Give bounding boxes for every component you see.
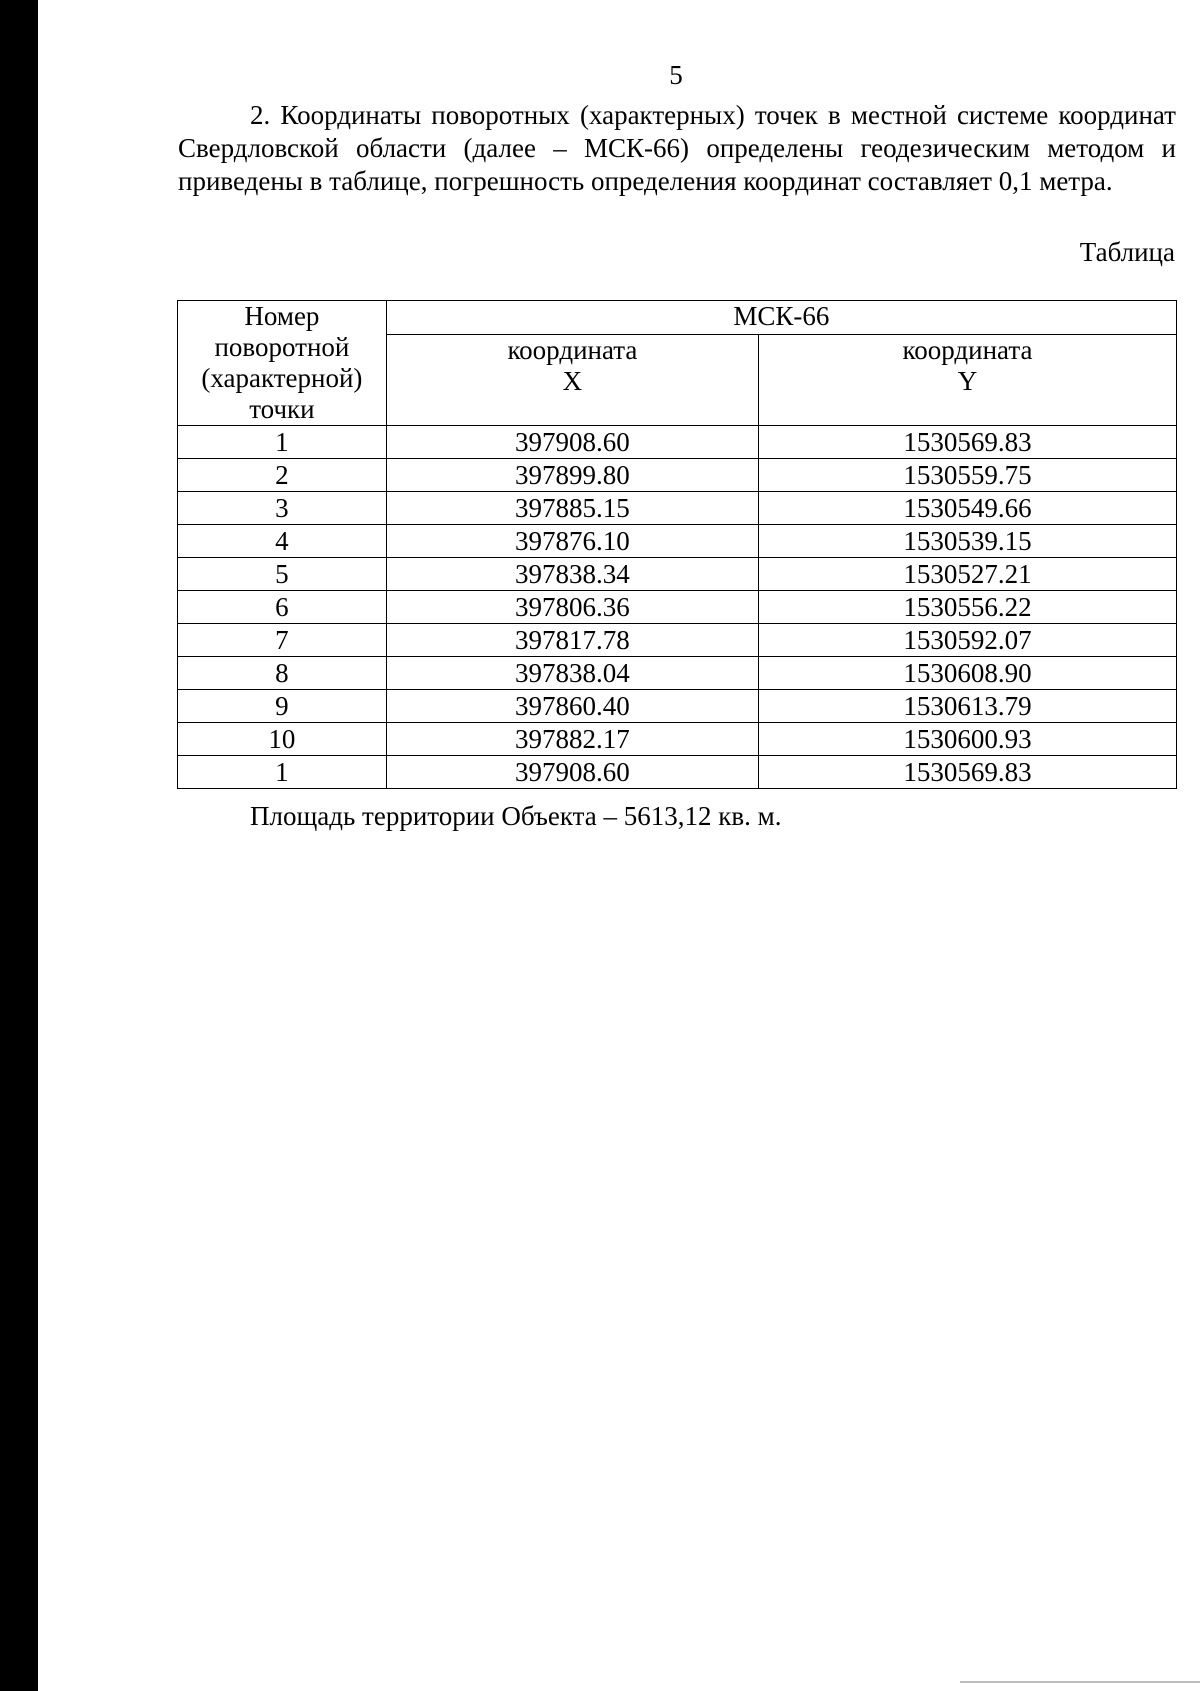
cell-coordinate-x: 397908.60 (386, 756, 758, 789)
table-body (178, 426, 1177, 789)
cell-coordinate-y: 1530600.93 (758, 723, 1176, 756)
coordinates-table (177, 300, 1177, 789)
header-y-line: Y (957, 366, 978, 396)
table-row (178, 756, 1177, 789)
table-row (178, 525, 1177, 558)
header-x-line: X (562, 366, 583, 396)
cell-coordinate-y: 1530556.22 (758, 591, 1176, 624)
cell-point-number: 3 (178, 492, 387, 525)
cell-coordinate-x: 397838.04 (386, 657, 758, 690)
cell-coordinate-y: 1530549.66 (758, 492, 1176, 525)
page-number: 5 (669, 60, 683, 90)
table-label: Таблица (1079, 237, 1175, 267)
scan-bottom-mark (960, 1681, 1200, 1683)
cell-coordinate-x: 397860.40 (386, 690, 758, 723)
header-coordinate-x (386, 335, 758, 426)
header-num-line: (характерной) (201, 363, 363, 393)
cell-coordinate-y: 1530539.15 (758, 525, 1176, 558)
table-row (178, 690, 1177, 723)
cell-coordinate-x: 397817.78 (386, 624, 758, 657)
header-x-line: координата (507, 335, 638, 365)
cell-point-number: 1 (178, 756, 387, 789)
header-num-line: Номер (244, 301, 320, 331)
coordinates-paragraph: 2. Координаты поворотных (характерных) точек в местной системе координат Свердловской области (далее – МСК-66) определены геодезическим методом и приведены в таблице, погрешность определения координат составляет 0,1 метра. (178, 100, 1176, 196)
header-y-line: координата (902, 335, 1033, 365)
header-num-line: точки (249, 394, 315, 424)
cell-coordinate-y: 1530569.83 (758, 756, 1176, 789)
cell-point-number: 5 (178, 558, 387, 591)
table-row (178, 426, 1177, 459)
table-row (178, 492, 1177, 525)
cell-coordinate-y: 1530592.07 (758, 624, 1176, 657)
table-row (178, 657, 1177, 690)
cell-coordinate-y: 1530559.75 (758, 459, 1176, 492)
header-msk66: МСК-66 (386, 301, 1176, 335)
header-point-number (178, 301, 387, 426)
table-row (178, 459, 1177, 492)
cell-coordinate-x: 397899.80 (386, 459, 758, 492)
cell-point-number: 10 (178, 723, 387, 756)
cell-coordinate-x: 397838.34 (386, 558, 758, 591)
cell-coordinate-y: 1530613.79 (758, 690, 1176, 723)
table-row (178, 558, 1177, 591)
cell-coordinate-x: 397806.36 (386, 591, 758, 624)
cell-coordinate-y: 1530569.83 (758, 426, 1176, 459)
header-coordinate-y (758, 335, 1176, 426)
cell-point-number: 4 (178, 525, 387, 558)
area-statement: Площадь территории Объекта – 5613,12 кв. м. (250, 801, 782, 831)
cell-point-number: 1 (178, 426, 387, 459)
scan-black-edge (0, 0, 38, 1691)
table-header-row (178, 301, 1177, 335)
table-row (178, 624, 1177, 657)
table-row (178, 723, 1177, 756)
cell-point-number: 2 (178, 459, 387, 492)
cell-coordinate-x: 397908.60 (386, 426, 758, 459)
cell-coordinate-x: 397882.17 (386, 723, 758, 756)
cell-point-number: 7 (178, 624, 387, 657)
header-num-line: поворотной (214, 332, 350, 362)
cell-coordinate-x: 397876.10 (386, 525, 758, 558)
cell-point-number: 6 (178, 591, 387, 624)
cell-point-number: 9 (178, 690, 387, 723)
cell-coordinate-x: 397885.15 (386, 492, 758, 525)
cell-coordinate-y: 1530527.21 (758, 558, 1176, 591)
cell-point-number: 8 (178, 657, 387, 690)
table-row (178, 591, 1177, 624)
cell-coordinate-y: 1530608.90 (758, 657, 1176, 690)
